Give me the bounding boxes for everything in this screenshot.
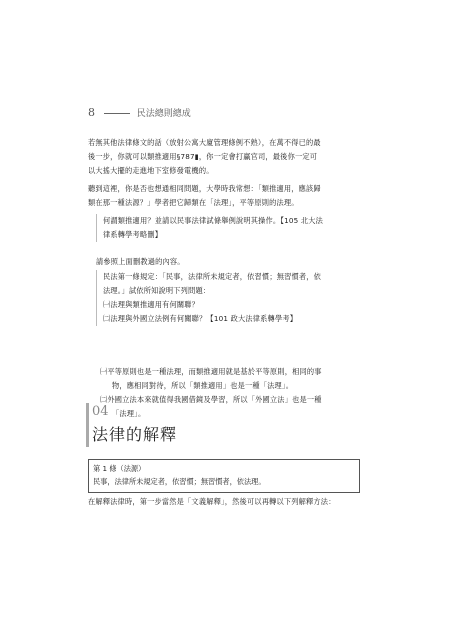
answer-line: ㈡外國立法本來就值得我國借鏡及學習，所以「外國立法」也是一種 xyxy=(100,395,322,404)
running-title: 民法總則總成 xyxy=(136,109,191,119)
running-header xyxy=(88,106,191,119)
text-line: ㈡法理與外國立法例有何關聯？【101 政大法律系轉學考】 xyxy=(103,314,298,323)
paragraph-3: 請參照上面刪教過的內容。 xyxy=(96,257,185,266)
paragraph-4: 在解釋法律時，第一步當然是「文義解釋」，然後可以再轉以下列解釋方法： xyxy=(88,497,336,506)
paragraph-1 xyxy=(88,136,388,178)
answer-line: 「法理」。 xyxy=(112,409,146,418)
law-article-box xyxy=(88,459,360,493)
section-number: 04 xyxy=(92,404,109,419)
text-line: 民法第一條規定：「民事，法律所未規定者，依習慣；無習慣者，依 xyxy=(103,272,322,281)
law-article-text: 民事，法律所未規定者，依習慣；無習慣者，依法理。 xyxy=(93,477,266,486)
text-line: 律系轉學考略刪】 xyxy=(103,230,163,239)
law-article-title: 第 1 條（法源） xyxy=(93,464,146,473)
text-line: 法理。」試依所知說明下列問題： xyxy=(103,286,211,295)
text-line: 若無其他法律條文的話（放射公寓大廈管理條例不熟），在萬不得已的最 xyxy=(88,138,321,147)
paragraph-2 xyxy=(88,182,388,210)
answer-line: 物，應相同對待，所以「類推適用」也是一種「法理」。 xyxy=(112,381,294,390)
text-line: 聽到這裡，你是否也想通相同問題，大學時我常想：「類推適用，應該歸 xyxy=(88,184,321,193)
text-line: 後一步，你就可以類推適用§787▮，你一定會打贏官司，最後你一定可 xyxy=(88,152,318,161)
page-number: 8 xyxy=(88,106,95,119)
text-line: 以大搖大擺的走進地下室修發電機的。 xyxy=(88,166,214,175)
question-box-2 xyxy=(96,270,381,326)
text-line: 何謂類推適用？並請以民事法律試條舉例說明其操作。【105 北大法 xyxy=(103,216,324,225)
text-line: ㈠法理與類推適用有何關聯？ xyxy=(103,300,200,309)
question-box-1 xyxy=(96,214,373,242)
section-title: 法律的解釋 xyxy=(92,425,178,444)
text-line: 類在那一種法源？」學者把它歸類在「法理」，平等原則的法理。 xyxy=(88,198,299,207)
answer-line: ㈠平等原則也是一種法理，而類推適用就是基於平等原則，相同的事 xyxy=(100,367,322,376)
answer-block xyxy=(100,365,370,421)
section-bar xyxy=(86,403,89,447)
header-divider xyxy=(104,113,130,114)
